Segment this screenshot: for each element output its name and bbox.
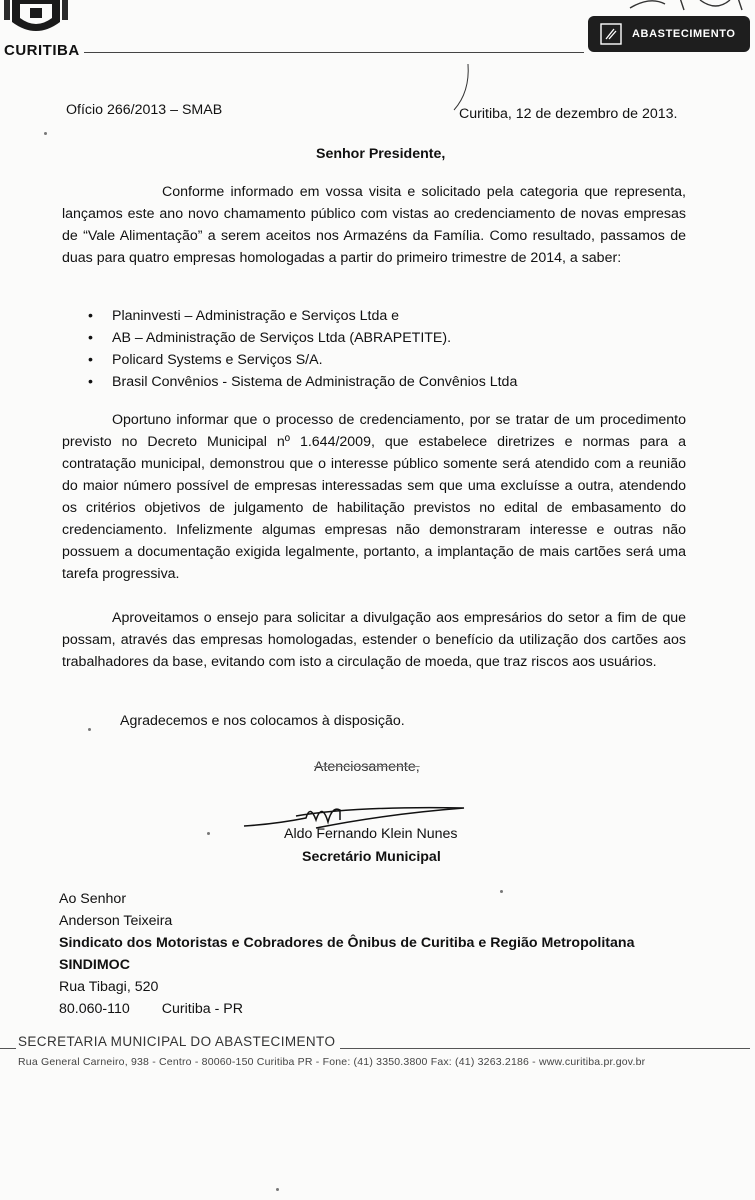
city-crest-logo [4, 0, 68, 38]
company-list [88, 305, 517, 393]
city-name: CURITIBA [4, 42, 80, 59]
footer-department: SECRETARIA MUNICIPAL DO ABASTECIMENTO [18, 1034, 336, 1049]
scan-speck [500, 890, 503, 893]
paragraph-process-text: Oportuno informar que o processo de credenciamento, por se tratar de um procedimento previsto no Decreto Municipal nº 1.644/2009, que estabelece diretrizes e normas para a contratação municipal, demonstrou que o interesse público somente será atendido com a reunião do maior número possível de empresas interessadas sem que uma excluísse a outra, atendendo os critérios objetivos de julgamento de habilitação previstos no edital de embasamento do credenciamento. Infelizmente algumas empresas não demonstraram interesse e outras não possuem a documentação exigida legalmente, portanto, a implantação de mais cartões será uma tarefa progressiva. [62, 412, 686, 582]
department-badge [588, 16, 750, 52]
letter-reference: Ofício 266/2013 – SMAB [66, 102, 223, 118]
paragraph-intro-text: Conforme informado em vossa visita e solicitado pela categoria que representa, lançamos este ano novo chamamento público com vistas ao credenciamento de novas empresas de “Vale Alimentação” a serem aceitos nos Armazéns da Família. Como resultado, passamos de duas para quatro empresas homologadas a partir do primeiro trimestre de 2014, a saber: [62, 184, 686, 266]
scan-speck [88, 728, 91, 731]
paragraph-intro [62, 181, 686, 269]
shopping-bag-icon [600, 23, 622, 45]
letter-closing: Atenciosamente, [314, 759, 420, 775]
company-list-item: • Brasil Convênios - Sistema de Administração de Convênios Ltda [88, 371, 517, 393]
letter-thanks: Agradecemos e nos colocamos à disposição. [120, 713, 405, 729]
scan-speck [44, 132, 47, 135]
recipient-organization: Sindicato dos Motoristas e Cobradores de Ônibus de Curitiba e Região Metropolitana [59, 935, 635, 951]
recipient-postal-code: 80.060-110 [59, 1001, 130, 1017]
signer-title: Secretário Municipal [302, 849, 441, 865]
scan-speck [276, 1188, 279, 1191]
recipient-street: Rua Tibagi, 520 [59, 979, 159, 995]
paragraph-request-text: Aproveitamos o ensejo para solicitar a divulgação aos empresários do setor a fim de que possam, através das empresas homologadas, estender o benefício da utilização dos cartões aos trabalhadores da base, evitando com isto a circulação de moeda, que traz riscos aos usuários. [62, 610, 686, 670]
paragraph-request [62, 607, 686, 673]
recipient-name: Anderson Teixeira [59, 913, 173, 929]
footer-divider [340, 1048, 750, 1049]
footer-contact: Rua General Carneiro, 938 - Centro - 80060-150 Curitiba PR - Fone: (41) 3350.3800 Fax: (41) 3263.2186 - www.curitiba.pr.gov.br [18, 1056, 646, 1068]
handwritten-mark [620, 0, 750, 14]
signer-name: Aldo Fernando Klein Nunes [284, 826, 458, 842]
recipient-city: Curitiba - PR [161, 1001, 243, 1017]
company-list-item: • AB – Administração de Serviços Ltda (ABRAPETITE). [88, 327, 517, 349]
company-list-item: • Policard Systems e Serviços S/A. [88, 349, 517, 371]
paragraph-process [62, 409, 686, 585]
department-badge-label: ABASTECIMENTO [632, 28, 736, 40]
company-list-item: • Planinvesti – Administração e Serviços Ltda e [88, 305, 517, 327]
header-divider [84, 52, 584, 53]
recipient-acronym: SINDIMOC [59, 957, 130, 973]
recipient-postal-line [59, 998, 243, 1020]
scan-speck [207, 832, 210, 835]
letter-greeting: Senhor Presidente, [316, 146, 446, 162]
recipient-salutation: Ao Senhor [59, 891, 127, 907]
letter-date: Curitiba, 12 de dezembro de 2013. [459, 106, 678, 122]
footer-divider-left [0, 1048, 16, 1049]
